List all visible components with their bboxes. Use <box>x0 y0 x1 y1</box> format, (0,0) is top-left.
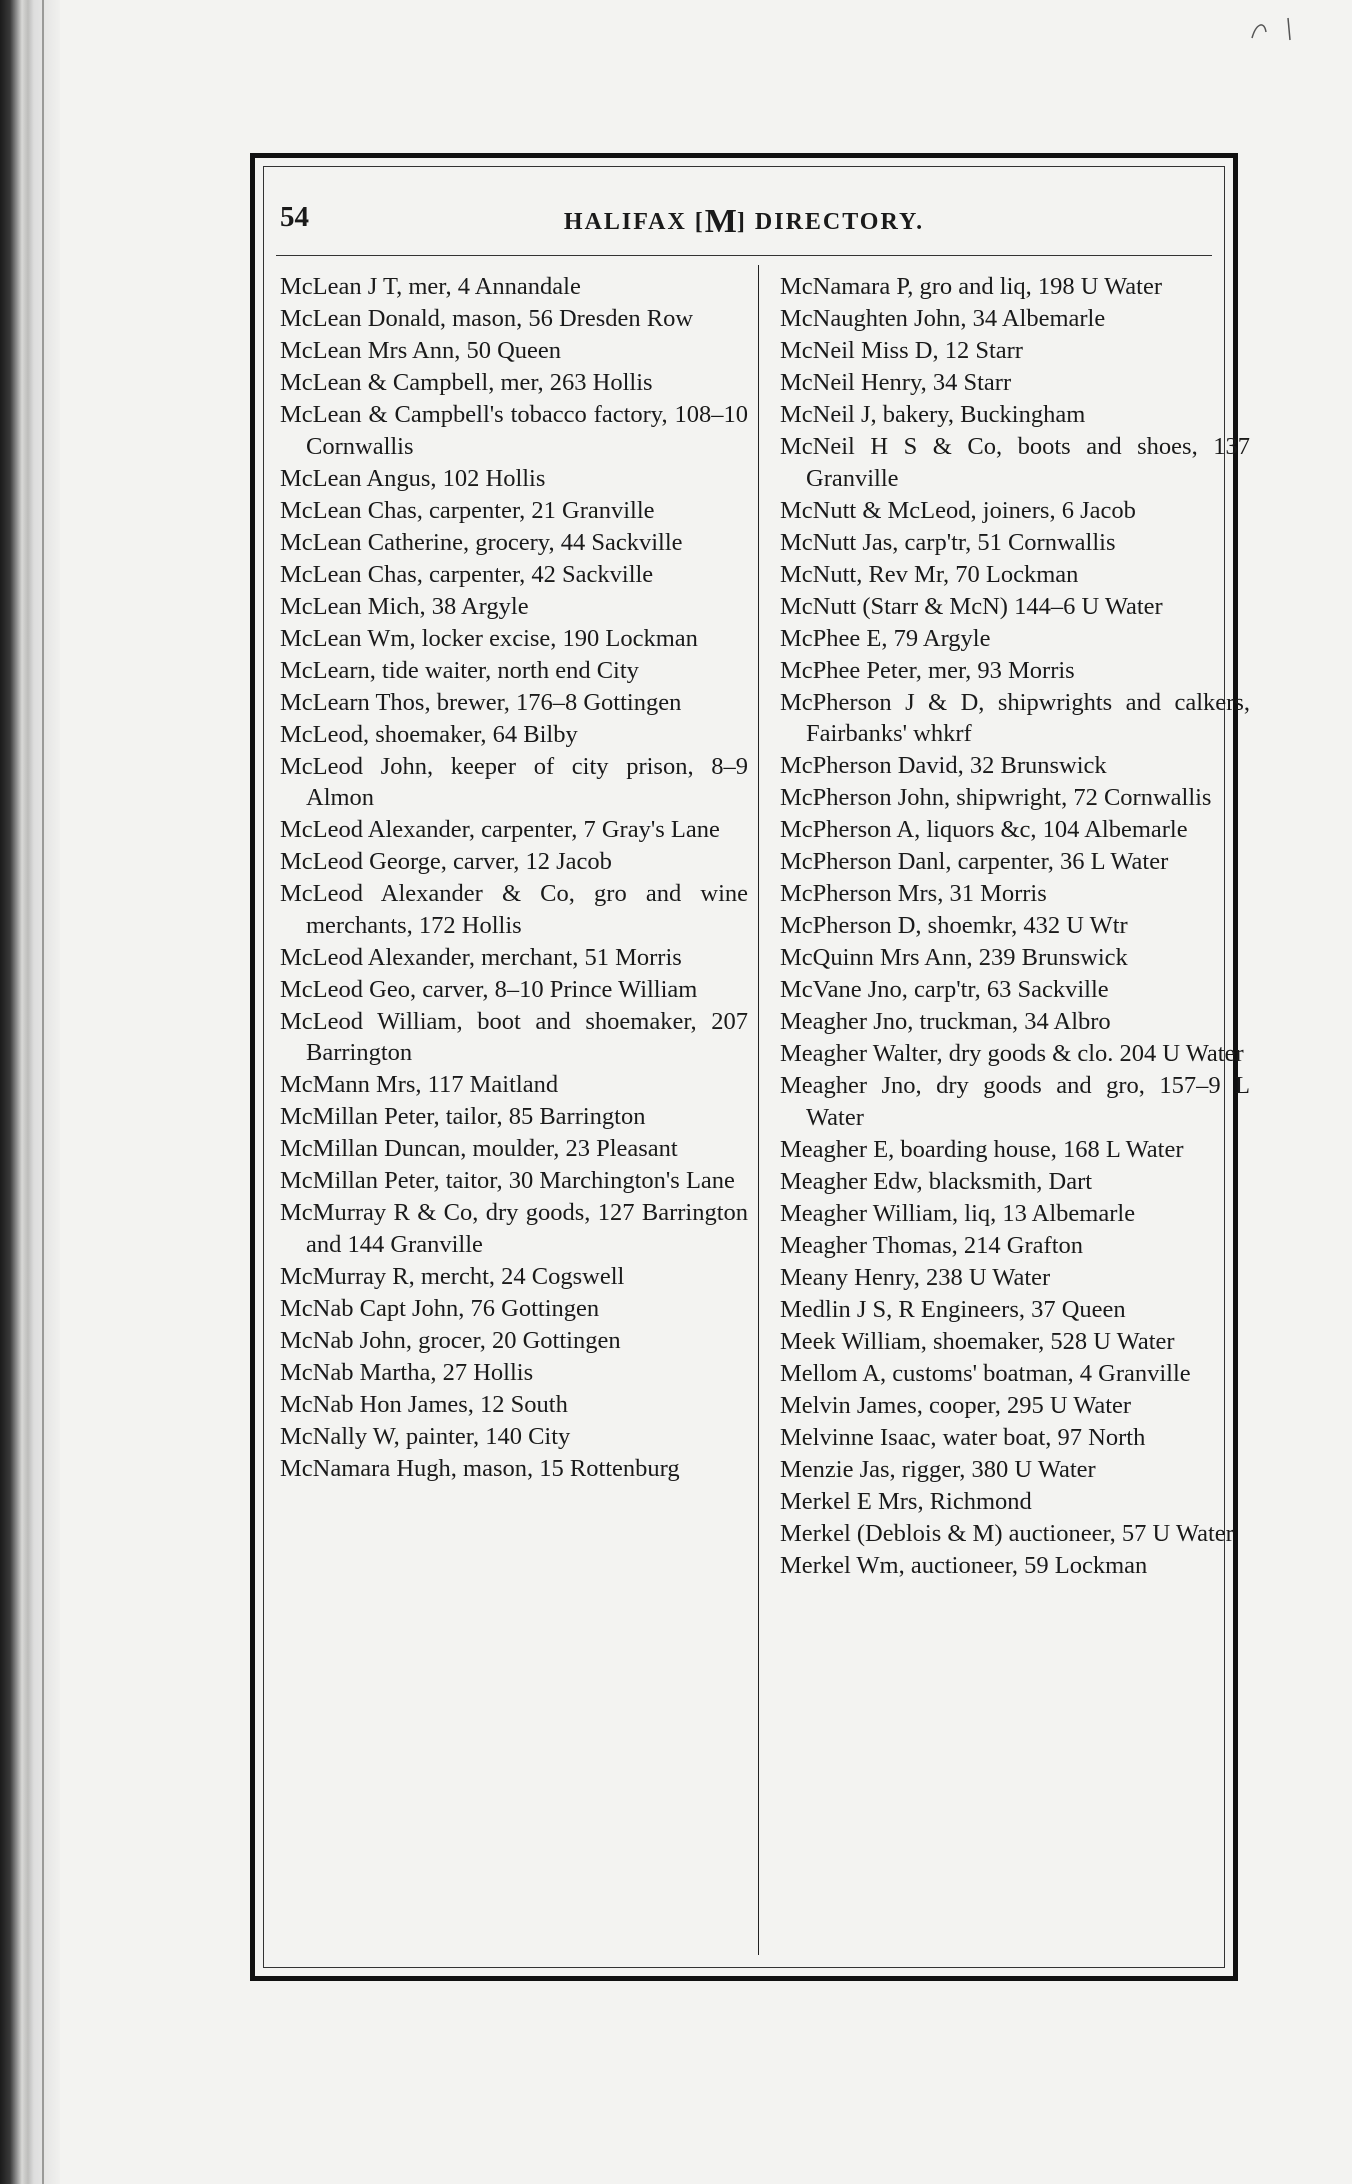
directory-entry: Meagher Walter, dry goods & clo. 204 U Water <box>780 1040 1244 1067</box>
directory-entry: McNutt Jas, carp'tr, 51 Cornwallis <box>780 528 1116 556</box>
directory-entry: McNeil H S & Co, boots and shoes, 137 Granville <box>780 433 1250 492</box>
directory-entry: McNab Martha, 27 Hollis <box>280 1358 534 1386</box>
margin-scribble-mark <box>1242 14 1312 44</box>
directory-entry: Meany Henry, 238 U Water <box>780 1263 1051 1291</box>
running-head-letter: M <box>704 203 737 240</box>
directory-entry: McLeod George, carver, 12 Jacob <box>280 848 612 875</box>
page-border-inner <box>263 166 1250 1968</box>
directory-entry: Menzie Jas, rigger, 380 U Water <box>780 1455 1096 1483</box>
directory-entry: McPherson J & D, shipwrights and calkers, Fairbanks' whkrf <box>780 688 1250 747</box>
directory-entry: Merkel (Deblois & M) auctioneer, 57 U Water <box>780 1519 1234 1547</box>
directory-entry: McLean & Campbell's tobacco factory, 108–10 Cornwallis <box>280 401 748 460</box>
directory-entry: McNab John, grocer, 20 Gottingen <box>280 1326 621 1354</box>
directory-entry: McLeod Alexander, merchant, 51 Morris <box>280 943 682 971</box>
directory-entry: McPherson David, 32 Brunswick <box>780 752 1107 779</box>
directory-entry: Melvin James, cooper, 295 U Water <box>780 1391 1132 1419</box>
left-column <box>280 271 748 1485</box>
directory-entry: McPhee E, 79 Argyle <box>780 624 991 652</box>
directory-entry: McMann Mrs, 117 Maitland <box>280 1071 559 1098</box>
page-header <box>264 201 1224 245</box>
running-head-city: HALIFAX <box>563 209 687 235</box>
book-spine-edge <box>0 0 60 2184</box>
directory-entry: McQuinn Mrs Ann, 239 Brunswick <box>780 944 1128 971</box>
directory-entry: Meagher Jno, truckman, 34 Albro <box>780 1008 1111 1035</box>
directory-entry: McLeod, shoemaker, 64 Bilby <box>280 720 578 748</box>
running-head <box>264 203 1224 241</box>
directory-entry: McLearn Thos, brewer, 176–8 Gottingen <box>280 688 682 716</box>
directory-entry: McLean Mich, 38 Argyle <box>280 592 529 620</box>
directory-entry: Mellom A, customs' boatman, 4 Granville <box>780 1359 1191 1387</box>
directory-entry: McLean Catherine, grocery, 44 Sackville <box>280 528 683 556</box>
directory-entry: Meagher E, boarding house, 168 L Water <box>780 1135 1184 1163</box>
directory-entry: Meagher Edw, blacksmith, Dart <box>780 1167 1093 1195</box>
directory-entry: McLeod Alexander, carpenter, 7 Gray's Lane <box>280 816 720 843</box>
directory-entry: McLean Angus, 102 Hollis <box>280 464 546 492</box>
directory-entry: McNaughten John, 34 Albemarle <box>780 305 1106 332</box>
directory-entry: McMurray R & Co, dry goods, 127 Barrington and 144 Granville <box>280 1199 748 1258</box>
directory-entry: McMillan Duncan, moulder, 23 Pleasant <box>280 1135 678 1162</box>
directory-entry: McLean Donald, mason, 56 Dresden Row <box>280 305 694 332</box>
directory-entry: McLean Chas, carpenter, 21 Granville <box>280 496 655 524</box>
directory-entry: Merkel E Mrs, Richmond <box>780 1487 1032 1515</box>
directory-entry: McNally W, painter, 140 City <box>280 1422 571 1450</box>
directory-entry: McLearn, tide waiter, north end City <box>280 656 639 684</box>
directory-entry: McPherson Mrs, 31 Morris <box>780 880 1047 907</box>
directory-entry: McMurray R, mercht, 24 Cogswell <box>280 1262 625 1290</box>
directory-entry: McNamara Hugh, mason, 15 Rottenburg <box>280 1454 680 1482</box>
directory-entry: McPherson John, shipwright, 72 Cornwallis <box>780 784 1212 811</box>
directory-entry: McMillan Peter, tailor, 85 Barrington <box>280 1103 646 1130</box>
header-rule <box>276 255 1212 256</box>
directory-entry: McLeod Geo, carver, 8–10 Prince William <box>280 975 698 1003</box>
directory-entry: McMillan Peter, taitor, 30 Marchington's Lane <box>280 1167 735 1194</box>
directory-entry: McNutt & McLeod, joiners, 6 Jacob <box>780 496 1136 524</box>
directory-entry: Meagher Thomas, 214 Grafton <box>780 1231 1083 1259</box>
running-head-bracket-open: [ <box>694 209 705 235</box>
directory-entry: McPherson D, shoemkr, 432 U Wtr <box>780 912 1128 939</box>
page-number: 54 <box>280 201 309 233</box>
directory-entry: McNeil Miss D, 12 Starr <box>780 337 1023 364</box>
directory-entry: McLeod John, keeper of city prison, 8–9 Almon <box>280 752 748 811</box>
directory-entry: McLeod Alexander & Co, gro and wine merchants, 172 Hollis <box>280 880 748 939</box>
directory-entry: McNeil Henry, 34 Starr <box>780 369 1012 396</box>
directory-entry: Merkel Wm, auctioneer, 59 Lockman <box>780 1551 1148 1579</box>
right-column <box>780 271 1250 1582</box>
directory-entry: McNamara P, gro and liq, 198 U Water <box>780 273 1162 300</box>
column-divider <box>758 265 759 1955</box>
directory-entry: McPherson A, liquors &c, 104 Albemarle <box>780 816 1188 843</box>
directory-entry: Meagher William, liq, 13 Albemarle <box>780 1199 1136 1227</box>
directory-entry: Medlin J S, R Engineers, 37 Queen <box>780 1295 1126 1323</box>
directory-entry: McVane Jno, carp'tr, 63 Sackville <box>780 976 1109 1003</box>
directory-entry: McLean Mrs Ann, 50 Queen <box>280 337 562 364</box>
directory-entry: McLean J T, mer, 4 Annandale <box>280 273 581 300</box>
running-head-bracket-close: ] <box>736 209 747 235</box>
directory-entry: McNab Capt John, 76 Gottingen <box>280 1294 600 1322</box>
directory-entry: McLeod William, boot and shoemaker, 207 Barrington <box>280 1007 748 1066</box>
directory-entry: McLean Chas, carpenter, 42 Sackville <box>280 560 654 588</box>
running-head-directory: DIRECTORY. <box>754 209 925 235</box>
page-border-outer <box>250 153 1250 1981</box>
directory-entry: McLean & Campbell, mer, 263 Hollis <box>280 369 653 396</box>
directory-entry: McPherson Danl, carpenter, 36 L Water <box>780 848 1169 875</box>
directory-entry: Meek William, shoemaker, 528 U Water <box>780 1327 1175 1355</box>
directory-entry: McLean Wm, locker excise, 190 Lockman <box>280 624 698 652</box>
directory-entry: McNeil J, bakery, Buckingham <box>780 401 1086 428</box>
directory-entry: McNutt, Rev Mr, 70 Lockman <box>780 560 1079 588</box>
directory-entry: McNab Hon James, 12 South <box>280 1390 568 1418</box>
page-edge <box>42 0 44 2184</box>
directory-entry: McPhee Peter, mer, 93 Morris <box>780 656 1075 684</box>
directory-entry: Meagher Jno, dry goods and gro, 157–9 L Water <box>780 1072 1250 1131</box>
directory-entry: Melvinne Isaac, water boat, 97 North <box>780 1423 1146 1451</box>
directory-entry: McNutt (Starr & McN) 144–6 U Water <box>780 592 1163 620</box>
